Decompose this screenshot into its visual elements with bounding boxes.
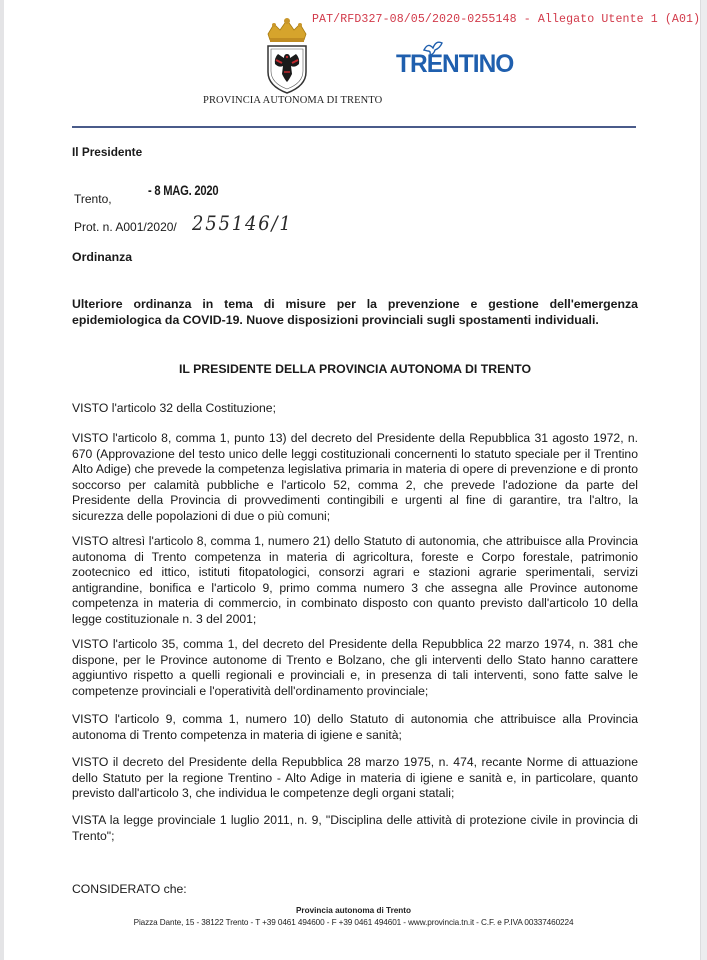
paragraph-visto-4: VISTO l'articolo 35, comma 1, del decreto del Presidente della Repubblica 22 marzo 1974, n. 381 che dispone, per le Province autonome di Trento e Bolzano, che gli interventi dello Stato hanno carattere aggiuntivo rispetto a quelli regionali e provinciali e, in presenza di tali interventi, sono fatte salve le competenze provinciali e l'operatività dell'ordinamento provinciale; — [72, 637, 638, 698]
footer-organization: Provincia autonoma di Trento — [295, 906, 412, 915]
trentino-logo-text: TRENTINO — [396, 50, 514, 78]
document-type: Ordinanza — [72, 250, 133, 264]
paragraph-vista-7: VISTA la legge provinciale 1 luglio 2011, n. 9, "Disciplina delle attività di protezione civile in provincia di Trento"; — [72, 813, 638, 843]
paragraph-visto-5: VISTO l'articolo 9, comma 1, numero 10) dello Statuto di autonomia che attribuisce alla Provincia autonoma di Trento competenza in materia di igiene e sanità; — [72, 712, 638, 742]
paragraph-visto-2: VISTO l'articolo 8, comma 1, punto 13) del decreto del Presidente della Repubblica 31 agosto 1972, n. 670 (Approvazione del testo unico delle leggi costituzionali concernenti lo statuto speciale per il Trentino Alto Adige) che prevede la competenza legislativa primaria in materia di opere di prevenzione e di pronto soccorso per calamità pubbliche e l'articolo 52, comma 2, che prevede l'adozione da parte del Presidente della Provincia di provvedimenti contingibili e urgenti al fine di garantire, tra l'altro, la sicurezza delle popolazioni di due o più comuni; — [72, 431, 638, 523]
considerato-label: CONSIDERATO che: — [72, 882, 187, 896]
protocol-stamp: PAT/RFD327-08/05/2020-0255148 - Allegato Utente 1 (A01) — [312, 13, 701, 26]
paragraph-visto-6: VISTO il decreto del Presidente della Repubblica 28 marzo 1975, n. 474, recante Norme di attuazione dello Statuto per la regione Trentino - Alto Adige in materia di igiene e sanità e, in particolare, quanto previsto dall'articolo 3, che individua le competenze degli organi statali; — [72, 755, 638, 801]
issuer-label: Il Presidente — [72, 145, 143, 159]
province-name: PROVINCIA AUTONOMA DI TRENTO — [203, 95, 383, 106]
protocol-label: Prot. n. A001/2020/ — [74, 220, 177, 234]
protocol-number-handwritten: 255146/1 — [192, 211, 293, 235]
ordinance-subject: Ulteriore ordinanza in tema di misure per la prevenzione e gestione dell'emergenza epidemiologica da COVID-19. Nuove disposizioni provinciali sugli spostamenti individuali. — [72, 297, 638, 327]
trento-coat-of-arms-icon — [264, 16, 310, 94]
trentino-logo — [396, 40, 514, 80]
place-label: Trento, — [74, 192, 112, 206]
paragraph-visto-1: VISTO l'articolo 32 della Costituzione; — [72, 401, 276, 415]
header-divider — [72, 126, 636, 128]
ordinance-heading: IL PRESIDENTE DELLA PROVINCIA AUTONOMA DI TRENTO — [178, 362, 532, 376]
date-stamp: - 8 MAG. 2020 — [148, 182, 219, 198]
paragraph-visto-3: VISTO altresì l'articolo 8, comma 1, numero 21) dello Statuto di autonomia, che attribuisce alla Provincia autonoma di Trento competenza in materia di agricoltura, foreste e Corpo forestale, patrimonio zootecnico ed ittico, istituti fitopatologici, consorzi agrari e stazioni agrarie sperimentali, servizi antigrandine, bonifica e l'articolo 9, primo comma numero 3 che assegna alle Province autonome competenza in materia di commercio, in combinato disposto con quanto previsto dall'articolo 10 della legge costituzionale n. 3 del 2001; — [72, 534, 638, 626]
footer-address: Piazza Dante, 15 - 38122 Trento - T +39 0461 494600 - F +39 0461 494601 - www.provincia.tn.it - C.F. e P.IVA 00337460224 — [133, 918, 574, 927]
